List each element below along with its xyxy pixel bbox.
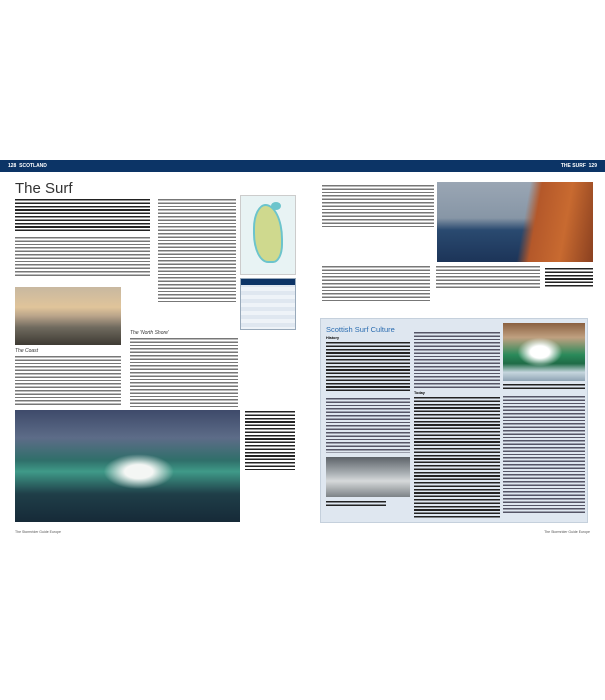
body-text <box>15 236 150 278</box>
body-text <box>436 265 540 289</box>
photo-caption <box>245 410 295 470</box>
body-text <box>15 355 121 407</box>
box-title: Scottish Surf Culture <box>326 325 395 334</box>
running-header-bar <box>0 160 605 172</box>
intro-paragraph <box>15 198 150 232</box>
subhead-north-shore: The 'North Shore' <box>130 330 169 336</box>
surf-culture-box <box>320 318 588 523</box>
box-text <box>414 331 500 389</box>
body-text <box>130 337 238 407</box>
history-heading: History <box>326 336 340 340</box>
right-running-head <box>561 160 597 172</box>
cliff-photo <box>437 182 593 262</box>
box-text <box>326 341 410 393</box>
surfer-photo <box>503 323 585 381</box>
footer-right: The Stormrider Guide Europe <box>544 530 590 534</box>
body-text <box>322 265 430 301</box>
body-text <box>322 184 434 228</box>
section-name: THE SURF <box>560 163 586 169</box>
body-text <box>158 198 236 302</box>
vintage-surf-photo <box>326 457 410 497</box>
page-number: 129 <box>588 163 597 169</box>
page-title: The Surf <box>15 180 73 197</box>
subhead-coast: The Coast <box>15 348 39 354</box>
surf-stats-table <box>240 278 296 330</box>
photo-caption <box>545 267 593 287</box>
beach-photo <box>15 287 121 345</box>
photo-caption <box>503 383 585 391</box>
box-text <box>326 397 410 453</box>
footer-left: The Stormrider Guide Europe <box>15 530 61 534</box>
left-running-head <box>8 160 47 172</box>
photo-caption <box>326 500 386 508</box>
today-heading: Today <box>414 391 425 395</box>
section-name: SCOTLAND <box>19 163 47 169</box>
box-text <box>414 396 500 518</box>
page-number: 128 <box>8 163 17 169</box>
box-text <box>503 395 585 515</box>
wave-photo <box>15 410 240 522</box>
scotland-map <box>240 195 296 275</box>
